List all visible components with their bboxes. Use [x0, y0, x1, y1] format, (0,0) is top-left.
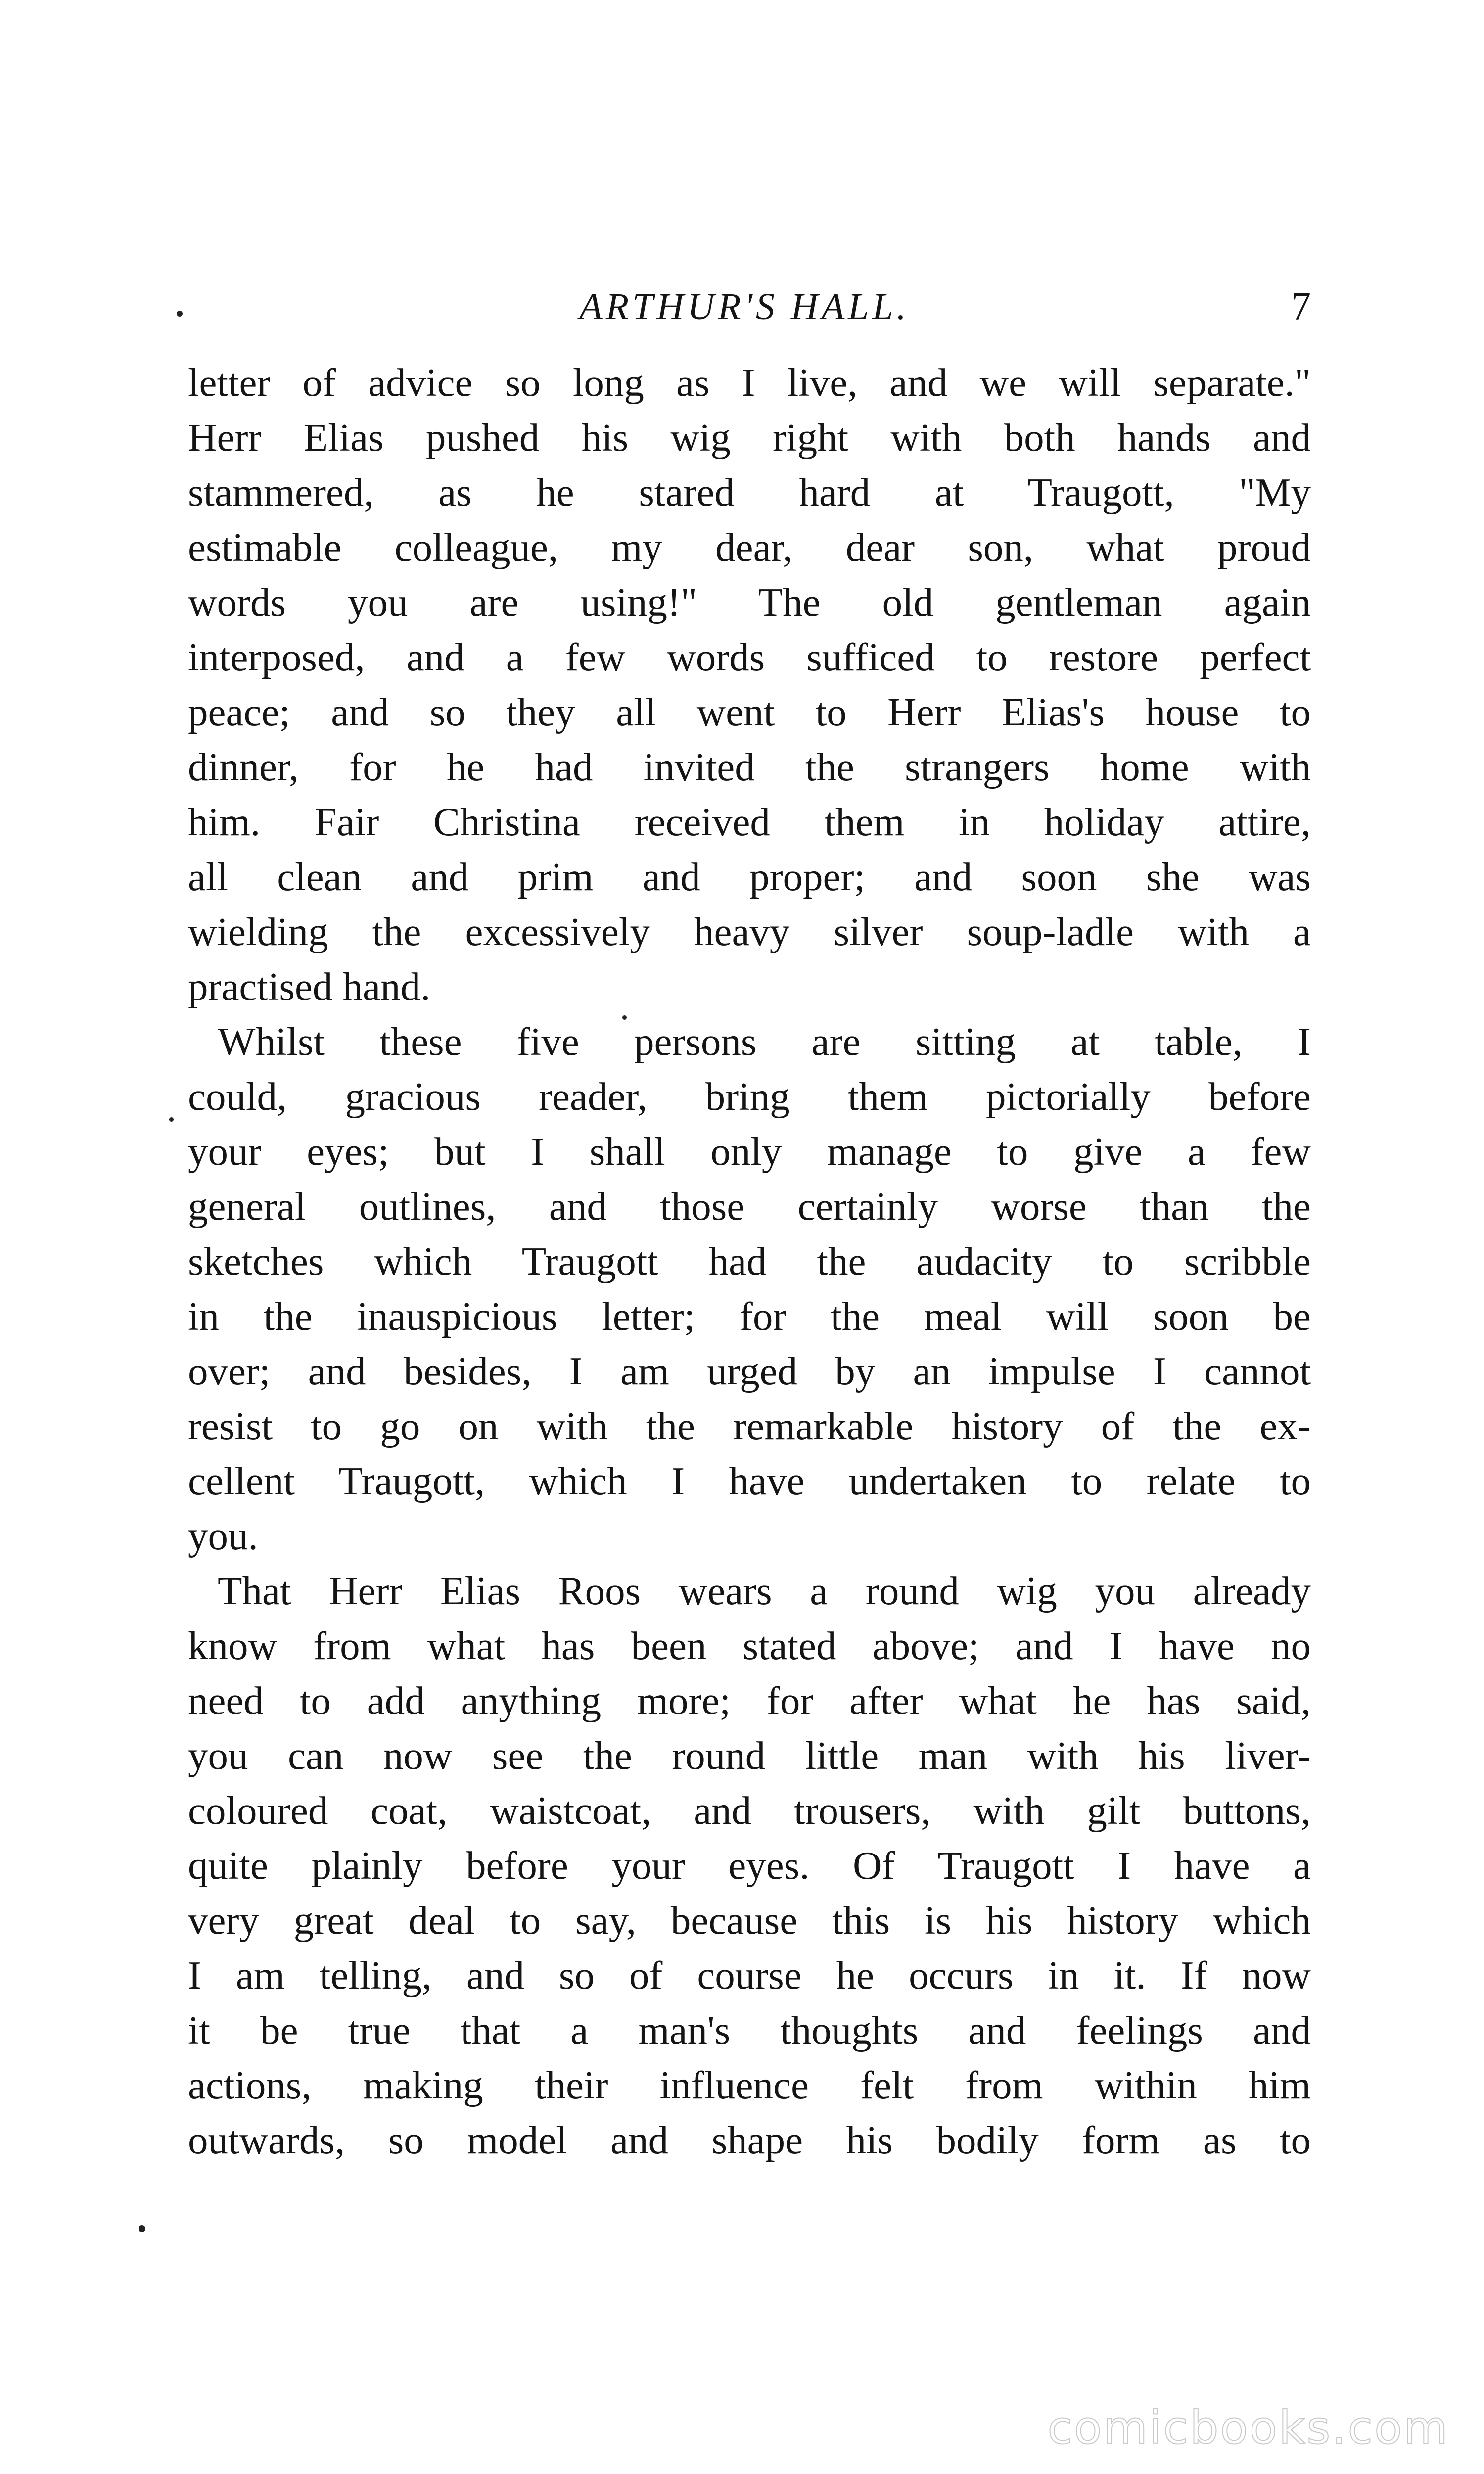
text-line: over; and besides, I am urged by an impulse I cannot [188, 1349, 1311, 1393]
text-line: resist to go on with the remarkable history of the ex- [188, 1404, 1311, 1448]
text-line: dinner, for he had invited the strangers home with [188, 745, 1311, 789]
running-head [178, 282, 1311, 332]
text-line: you can now see the round little man with his liver- [188, 1733, 1311, 1778]
text-line: That Herr Elias Roos wears a round wig you already [218, 1569, 1311, 1613]
page-number: 7 [1291, 285, 1311, 329]
print-speck [139, 2225, 145, 2232]
print-speck [169, 1117, 174, 1122]
text-line: estimable colleague, my dear, dear son, what proud [188, 525, 1311, 570]
text-line: practised hand. [188, 964, 431, 1009]
text-line: letter of advice so long as I live, and we will separate." [188, 360, 1311, 405]
text-line: interposed, and a few words sufficed to restore perfect [188, 635, 1311, 679]
print-speck [177, 311, 183, 317]
text-line: general outlines, and those certainly worse than the [188, 1184, 1311, 1229]
text-line: sketches which Traugott had the audacity to scribble [188, 1239, 1311, 1284]
watermark: comicbooks.com [1047, 2401, 1449, 2454]
running-title: ARTHUR'S HALL. [579, 286, 910, 328]
text-line: peace; and so they all went to Herr Elias's house to [188, 690, 1311, 734]
text-line: all clean and prim and proper; and soon she was [188, 855, 1311, 899]
text-line: outwards, so model and shape his bodily form as to [188, 2118, 1311, 2162]
text-line: could, gracious reader, bring them pictorially before [188, 1074, 1311, 1119]
text-line: you. [188, 1514, 258, 1558]
text-line: I am telling, and so of course he occurs in it. If now [188, 1953, 1311, 1998]
text-line: it be true that a man's thoughts and feelings and [188, 2008, 1311, 2052]
text-line: very great deal to say, because this is his history which [188, 1898, 1311, 1943]
text-line: Herr Elias pushed his wig right with both hands and [188, 415, 1311, 460]
text-line: him. Fair Christina received them in holiday attire, [188, 800, 1311, 844]
body-text [188, 355, 1311, 2168]
text-line: words you are using!" The old gentleman again [188, 580, 1311, 624]
text-line: know from what has been stated above; and I have no [188, 1623, 1311, 1668]
text-line: in the inauspicious letter; for the meal will soon be [188, 1294, 1311, 1338]
text-line: cellent Traugott, which I have undertaken to relate to [188, 1459, 1311, 1503]
text-line: coloured coat, waistcoat, and trousers, with gilt buttons, [188, 1788, 1311, 1833]
text-line: need to add anything more; for after what he has said, [188, 1678, 1311, 1723]
text-line: stammered, as he stared hard at Traugott, "My [188, 470, 1311, 515]
text-line: wielding the excessively heavy silver soup-ladle with a [188, 909, 1311, 954]
text-line: Whilst these five persons are sitting at table, I [218, 1019, 1311, 1064]
text-line: your eyes; but I shall only manage to give a few [188, 1129, 1311, 1174]
text-line: quite plainly before your eyes. Of Traugott I have a [188, 1843, 1311, 1888]
text-line: actions, making their influence felt from within him [188, 2063, 1311, 2107]
